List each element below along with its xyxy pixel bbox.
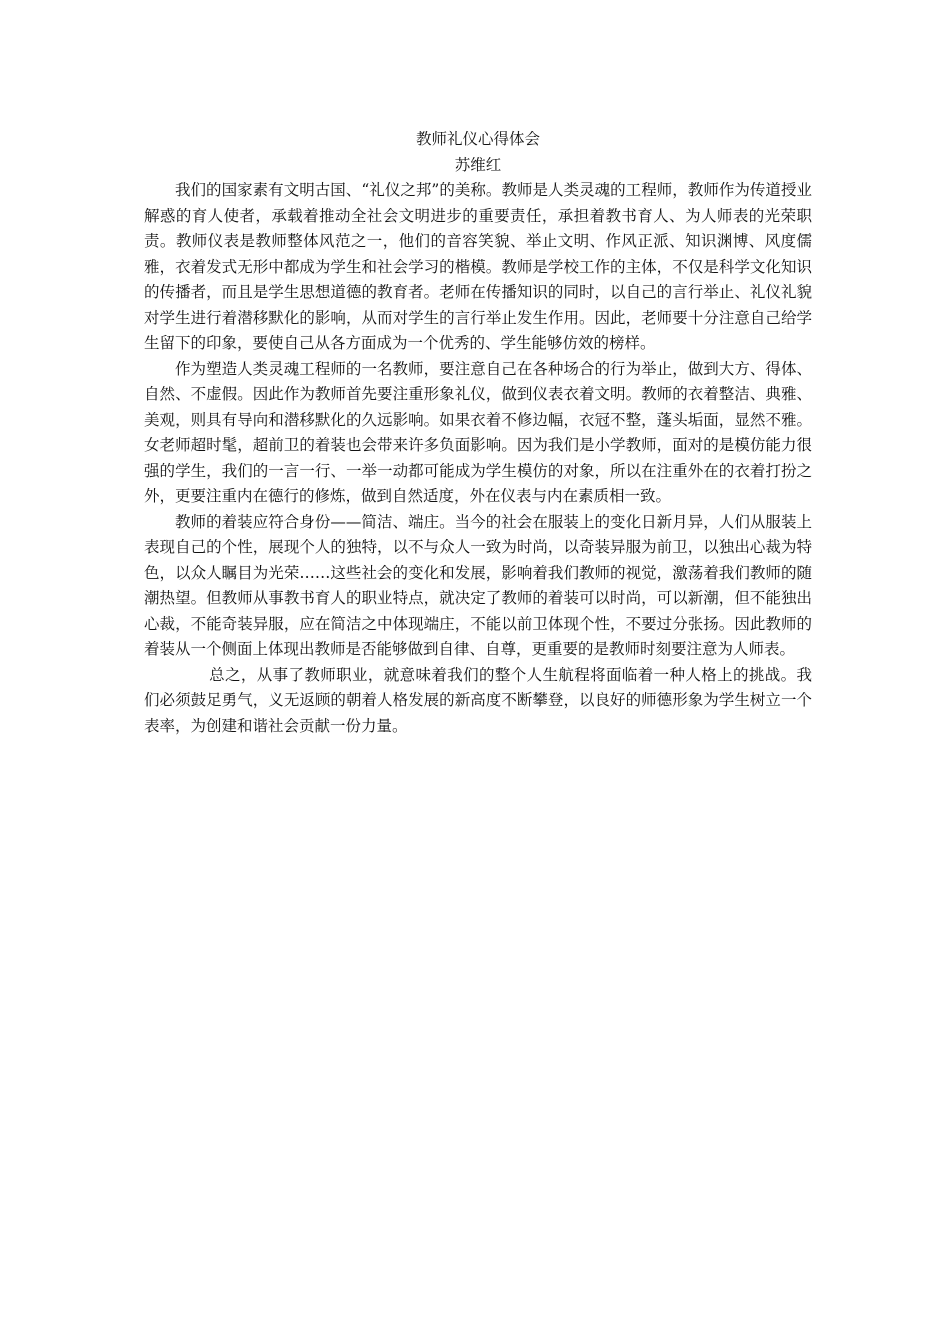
- paragraph-1: 我们的国家素有文明古国、“礼仪之邦”的美称。教师是人类灵魂的工程师，教师作为传道授业解惑的育人使者，承载着推动全社会文明进步的重要责任，承担着教书育人、为人师表的光荣职责。教师仪表是教师整体风范之一，他们的音容笑貌、举止文明、作风正派、知识渊博、风度儒雅，衣着发式无形中都成为学生和社会学习的楷模。教师是学校工作的主体，不仅是科学文化知识的传播者，而且是学生思想道德的教育者。老师在传播知识的同时，以自己的言行举止、礼仪礼貌对学生进行着潜移默化的影响，从而对学生的言行举止发生作用。因此，老师要十分注意自己给学生留下的印象，要使自己从各方面成为一个优秀的、学生能够仿效的榜样。: [144, 181, 812, 352]
- paragraph-2: 作为塑造人类灵魂工程师的一名教师，要注意自己在各种场合的行为举止，做到大方、得体、自然、不虚假。因此作为教师首先要注重形象礼仪，做到仪表衣着文明。教师的衣着整洁、典雅、美观，则具有导向和潜移默化的久远影响。如果衣着不修边幅，衣冠不整，蓬头垢面，显然不雅。女老师超时髦，超前卫的着装也会带来许多负面影响。因为我们是小学教师，面对的是模仿能力很强的学生，我们的一言一行、一举一动都可能成为学生模仿的对象，所以在注重外在的衣着打扮之外，更要注重内在德行的修炼，做到自然适度，外在仪表与内在素质相一致。: [144, 359, 812, 505]
- paragraph-3: 教师的着装应符合身份——简洁、端庄。当今的社会在服装上的变化日新月异，人们从服装上表现自己的个性，展现个人的独特，以不与众人一致为时尚，以奇装异服为前卫，以独出心裁为特色，以众人瞩目为光荣……这些社会的变化和发展，影响着我们教师的视觉，激荡着我们教师的随潮热望。但教师从事教书育人的职业特点，就决定了教师的着装可以时尚，可以新潮，但不能独出心裁，不能奇装异服，应在简洁之中体现端庄，不能以前卫体现个性，不要过分张扬。因此教师的着装从一个侧面上体现出教师是否能够做到自律、自尊，更重要的是教师时刻要注意为人师表。: [144, 512, 812, 658]
- document-title: 教师礼仪心得体会: [415, 130, 540, 148]
- document-author: 苏维红: [454, 156, 502, 174]
- paragraph-4: 总之，从事了教师职业，就意味着我们的整个人生航程将面临着一种人格上的挑战。我们必须鼓足勇气，义无返顾的朝着人格发展的新高度不断攀登，以良好的师德形象为学生树立一个表率，为创建和谐社会贡献一份力量。: [144, 665, 812, 735]
- document-body: [144, 126, 812, 739]
